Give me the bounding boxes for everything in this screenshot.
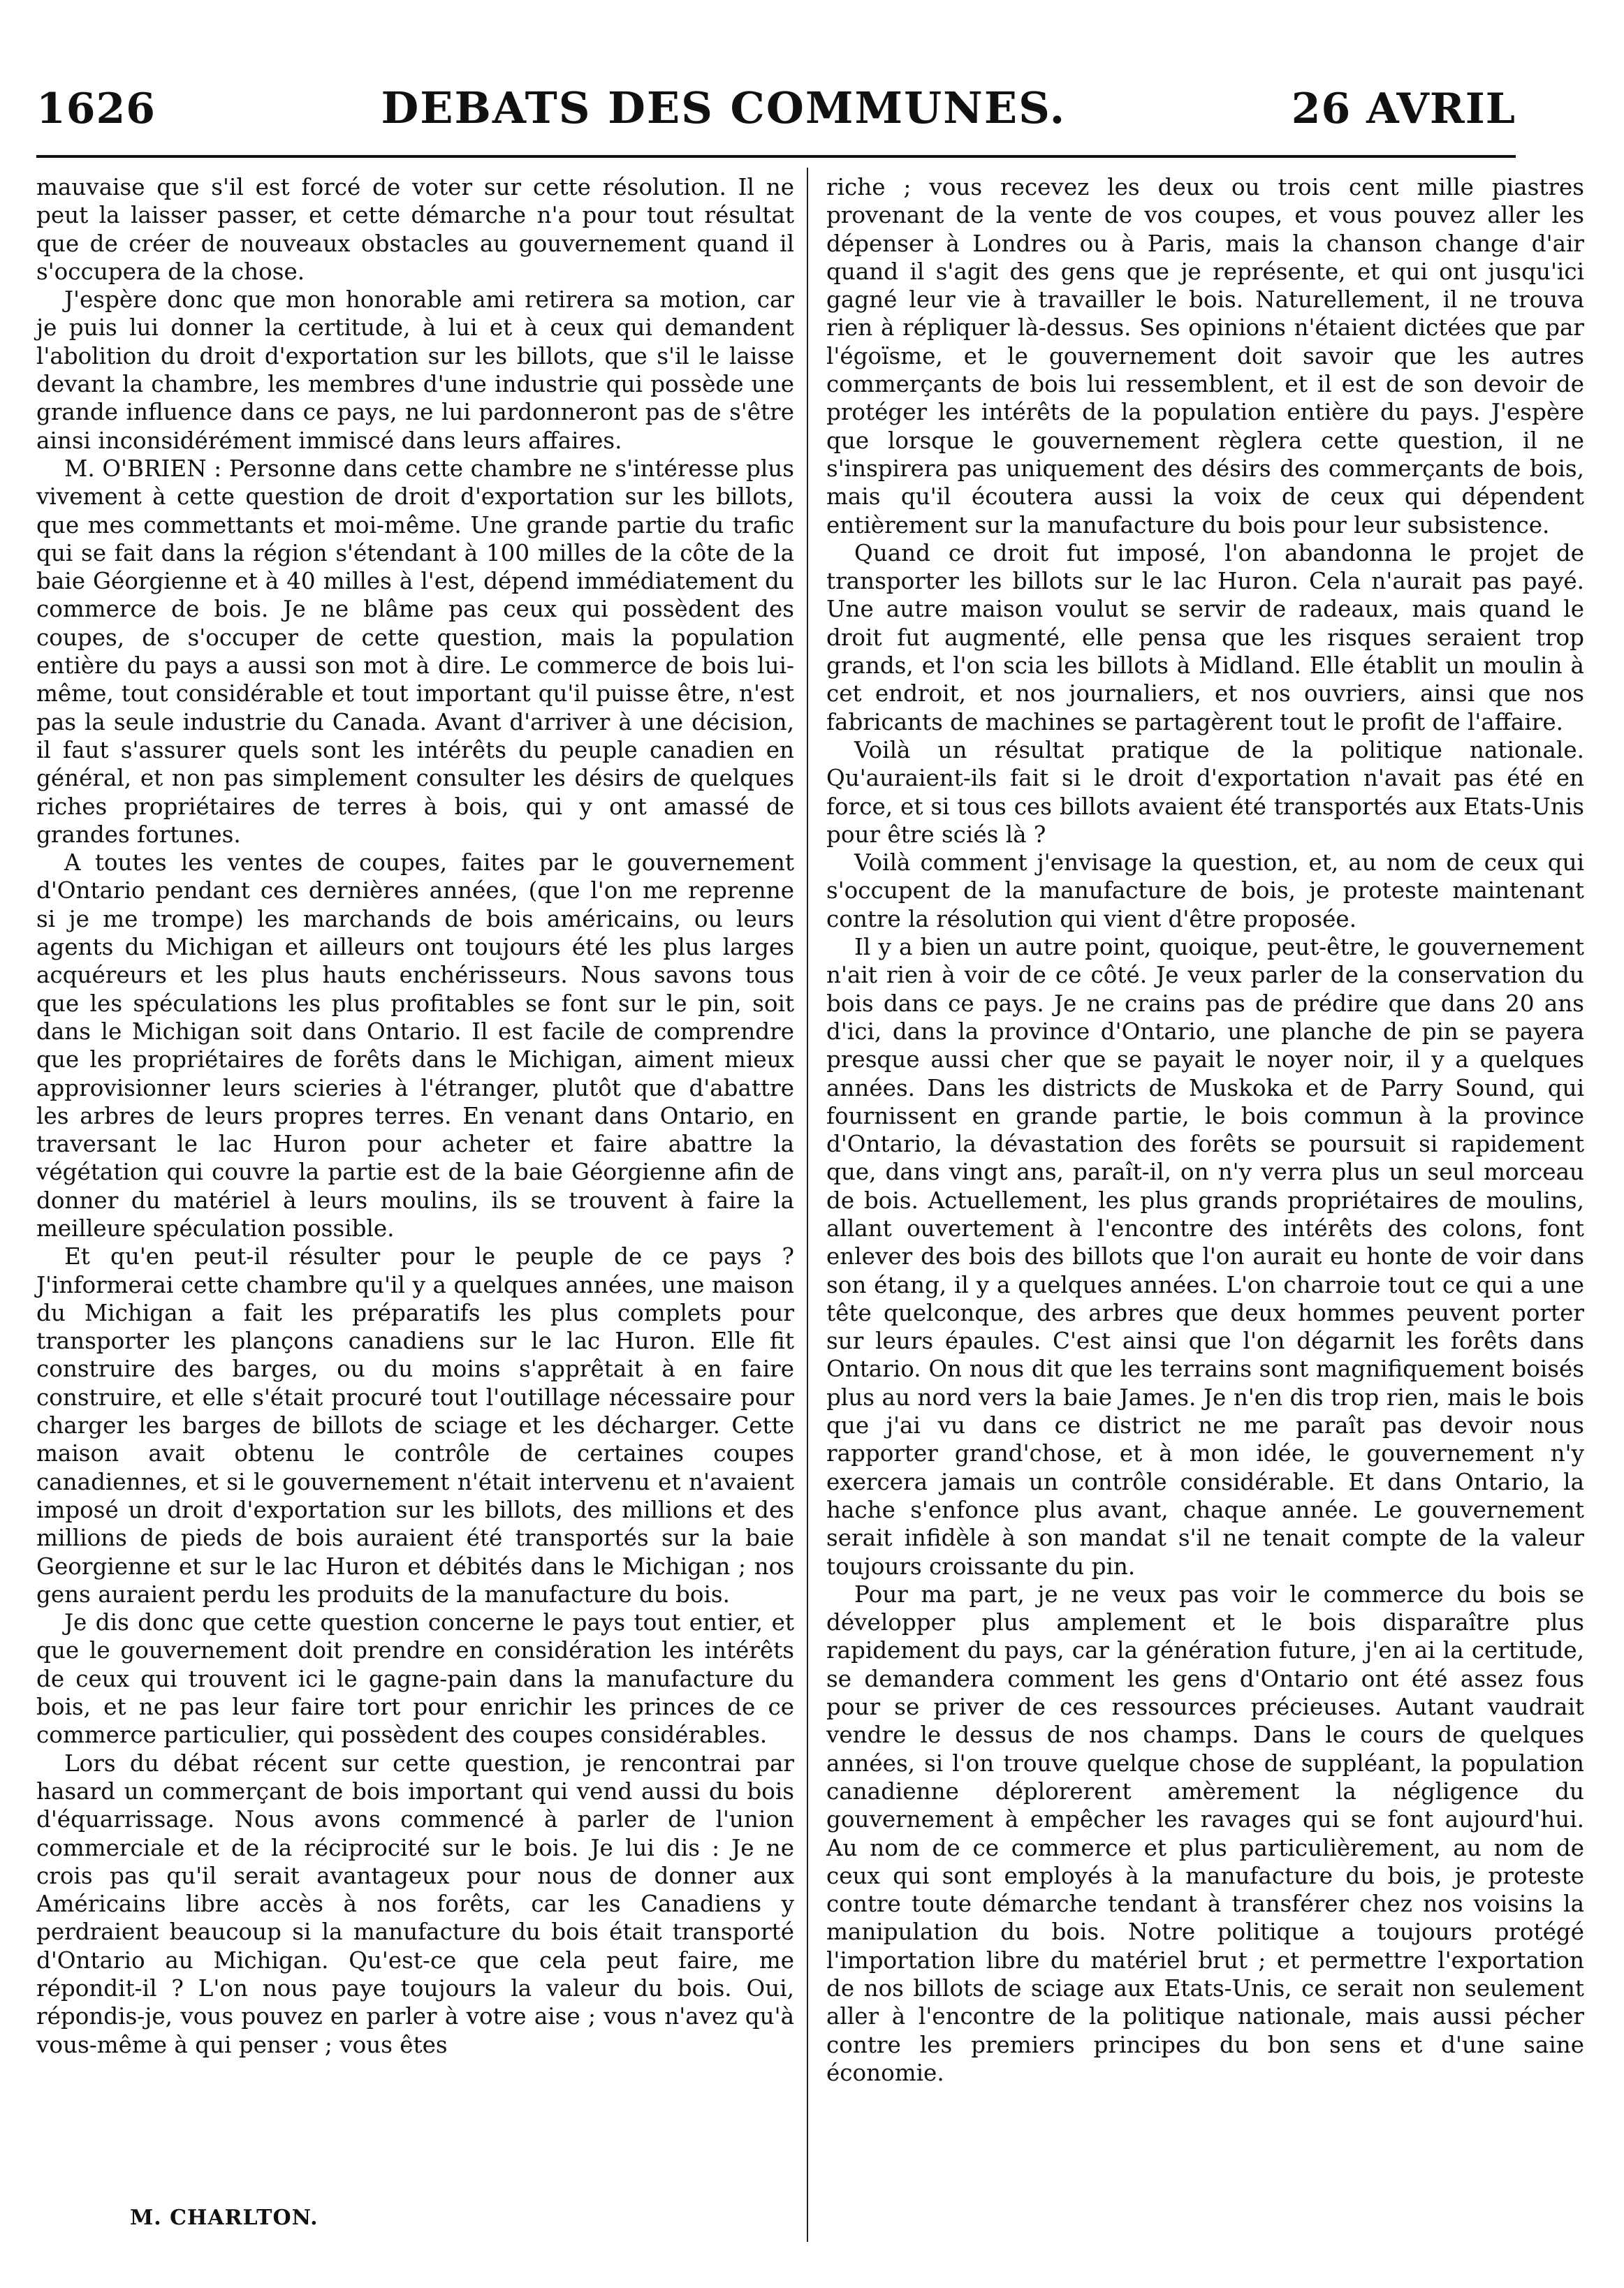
column-divider bbox=[807, 168, 808, 2242]
header-rule bbox=[36, 155, 1516, 158]
right-column bbox=[826, 173, 1584, 2087]
paragraph: Et qu'en peut-il résulter pour le peuple de ce pays ? J'informerai cette chambre qu'il y a quelques années, une maison du Michigan a fait les préparatifs les plus complets pour transporter les plançons canadiens sur le lac Huron. Elle fit construire des barges, ou du moins s'apprêtait à en faire construire, et elle s'était procuré tout l'outillage nécessaire pour charger les barges de billots de sciage et les décharger. Cette maison avait obtenu le contrôle de certaines coupes canadiennes, et si le gouvernement n'était intervenu et n'avaient imposé un droit d'exportation sur les billots, des millions et des millions de pieds de bois auraient été transportés sur la baie Georgienne et sur le lac Huron et débités dans le Michigan ; nos gens auraient perdu les produits de la manufacture du bois. bbox=[36, 1243, 794, 1608]
paragraph: Je dis donc que cette question concerne le pays tout entier, et que le gouvernement doit prendre en considération les intérêts de ceux qui trouvent ici le gagne-pain dans la manufacture du bois, et ne pas leur faire tort pour enrichir les princes de ce commerce particulier, qui possèdent des coupes considérables. bbox=[36, 1609, 794, 1749]
paragraph: Voilà un résultat pratique de la politique nationale. Qu'auraient-ils fait si le droit d'exportation n'avait pas été en force, et si tous ces billots avaient été transportés aux Etats-Unis pour être sciés là ? bbox=[826, 736, 1584, 848]
paragraph: Lors du débat récent sur cette question, je rencontrai par hasard un commerçant de bois important qui vend aussi du bois d'équarrissage. Nous avons commencé à parler de l'union commerciale et de la réciprocité sur le bois. Je lui dis : Je ne crois pas qu'il serait avantageux pour nous de donner aux Américains libre accès à nos forêts, car les Canadiens y perdraient beaucoup si la manufacture du bois était transporté d'Ontario au Michigan. Qu'est-ce que cela peut faire, me répondit-il ? L'on nous paye toujours la valeur du bois. Oui, répondis-je, vous pouvez en parler à votre aise ; vous n'avez qu'à vous-même à qui penser ; vous êtes bbox=[36, 1750, 794, 2058]
page-header bbox=[36, 82, 1516, 149]
paragraph: A toutes les ventes de coupes, faites par le gouvernement d'Ontario pendant ces dernières années, (que l'on me reprenne si je me trompe) les marchands de bois américains, ou leurs agents du Michigan et ailleurs ont toujours été les plus larges acquéreurs et les plus hauts enchérisseurs. Nous savons tous que les spéculations les plus profitables se font sur le pin, soit dans le Michigan soit dans Ontario. Il est facile de comprendre que les propriétaires de forêts dans le Michigan, aiment mieux approvisionner leurs scieries à l'étranger, plutôt que d'abattre les arbres de leurs propres terres. En venant dans Ontario, en traversant le lac Huron pour acheter et faire abattre la végétation qui couvre la partie est de la baie Géorgienne afin de donner du matériel à leurs moulins, ils se trouvent à faire la meilleure spéculation possible. bbox=[36, 849, 794, 1242]
paragraph: Quand ce droit fut imposé, l'on abandonna le projet de transporter les billots sur le lac Huron. Cela n'aurait pas payé. Une autre maison voulut se servir de radeaux, mais quand le droit fut augmenté, elle pensa que les risques seraient trop grands, et l'on scia les billots à Midland. Elle établit un moulin à cet endroit, et nos journaliers, et nos ouvriers, ainsi que nos fabricants de machines se partagèrent tout le profit de l'affaire. bbox=[826, 539, 1584, 735]
footer-signature: M. CHARLTON. bbox=[130, 2206, 319, 2230]
paragraph: mauvaise que s'il est forcé de voter sur cette résolution. Il ne peut la laisser passer, et cette démarche n'a pour tout résultat que de créer de nouveaux obstacles au gouvernement quand il s'occupera de la chose. bbox=[36, 174, 794, 285]
left-column bbox=[36, 173, 794, 2059]
paragraph: M. O'BRIEN : Personne dans cette chambre ne s'intéresse plus vivement à cette question de droit d'exportation sur les billots, que mes commettants et moi-même. Une grande partie du trafic qui se fait dans la région s'étendant à 100 milles de la côte de la baie Géorgienne et à 40 milles à l'est, dépend immédiatement du commerce de bois. Je ne blâme pas ceux qui possèdent des coupes, de s'occuper de cette question, mais la population entière du pays a aussi son mot à dire. Le commerce de bois lui-même, tout considérable et tout important qu'il puisse être, n'est pas la seule industrie du Canada. Avant d'arriver à une décision, il faut s'assurer quels sont les intérêts du peuple canadien en général, et non pas simplement consulter les désirs de quelques riches propriétaires de terres à bois, qui y ont amassé de grandes fortunes. bbox=[36, 455, 794, 848]
page-date: 26 AVRIL bbox=[1291, 85, 1516, 133]
page-title: DEBATS DES COMMUNES. bbox=[381, 82, 1067, 133]
paragraph: Pour ma part, je ne veux pas voir le commerce du bois se développer plus amplement et le bois disparaître plus rapidement du pays, car la génération future, j'en ai la certitude, se demandera comment les gens d'Ontario ont été assez fous pour se priver de ces ressources précieuses. Autant vaudrait vendre le dessus de nos champs. Dans le cours de quelques années, si l'on trouve quelque chose de suppléant, la population canadienne déplorerent amèrement la négligence du gouvernement à empêcher les ravages qui se font aujourd'hui. Au nom de ce commerce et plus particulièrement, au nom de ceux qui sont employés à la manufacture du bois, je proteste contre toute démarche tendant à transférer chez nos voisins la manipulation du bois. Notre politique a toujours protégé l'importation libre du matériel brut ; et permettre l'exportation de nos billots de sciage aux Etats-Unis, ce serait non seulement aller à l'encontre de la politique nationale, mais aussi pécher contre les premiers principes du bon sens et d'une saine économie. bbox=[826, 1581, 1584, 2086]
page-number: 1626 bbox=[36, 85, 156, 133]
paragraph: riche ; vous recevez les deux ou trois cent mille piastres provenant de la vente de vos coupes, et vous pouvez aller les dépenser à Londres ou à Paris, mais la chanson change d'air quand il s'agit des gens que je représente, et qui ont jusqu'ici gagné leur vie à travailler le bois. Naturellement, il ne trouva rien à répliquer là-dessus. Ses opinions n'étaient dictées que par l'égoïsme, et le gouvernement doit savoir que les autres commerçants de bois lui ressemblent, et il est de son devoir de protéger les intérêts de la population entière du pays. J'espère que lorsque le gouvernement règlera cette question, il ne s'inspirera pas uniquement des désirs des commerçants de bois, mais qu'il écoutera aussi la voix de ceux qui dépendent entièrement sur la manufacture du bois pour leur subsistence. bbox=[826, 174, 1584, 538]
paragraph: Il y a bien un autre point, quoique, peut-être, le gouvernement n'ait rien à voir de ce côté. Je veux parler de la conservation du bois dans ce pays. Je ne crains pas de prédire que dans 20 ans d'ici, dans la province d'Ontario, une planche de pin se payera presque aussi cher que se payait le noyer noir, il y a quelques années. Dans les districts de Muskoka et de Parry Sound, qui fournissent en grande partie, le bois commun à la province d'Ontario, la dévastation des forêts se poursuit si rapidement que, dans vingt ans, paraît-il, on n'y verra plus un seul morceau de bois. Actuellement, les plus grands propriétaires de moulins, allant ouvertement à l'encontre des intérêts des colons, font enlever des bois des billots que l'on aurait eu honte de voir dans son étang, il y a quelques années. L'on charroie tout ce qui a une tête quelconque, des arbres que deux hommes peuvent porter sur leurs épaules. C'est ainsi que l'on dégarnit les forêts dans Ontario. On nous dit que les terrains sont magnifiquement boisés plus au nord vers la baie James. Je n'en dis trop rien, mais le bois que j'ai vu dans ce district ne me paraît pas devoir nous rapporter grand'chose, et à mon idée, le gouvernement n'y exercera jamais un contrôle considérable. Et dans Ontario, la hache s'enfonce plus avant, chaque année. Le gouvernement serait infidèle à son mandat s'il ne tenait compte de la valeur toujours croissante du pin. bbox=[826, 934, 1584, 1580]
paragraph: J'espère donc que mon honorable ami retirera sa motion, car je puis lui donner la certitude, à lui et à ceux qui demandent l'abolition du droit d'exportation sur les billots, que s'il le laisse devant la chambre, les membres d'une industrie qui possède une grande influence dans ce pays, ne lui pardonneront pas de s'être ainsi inconsidérément immiscé dans leurs affaires. bbox=[36, 286, 794, 454]
paragraph: Voilà comment j'envisage la question, et, au nom de ceux qui s'occupent de la manufacture de bois, je proteste maintenant contre la résolution qui vient d'être proposée. bbox=[826, 849, 1584, 932]
